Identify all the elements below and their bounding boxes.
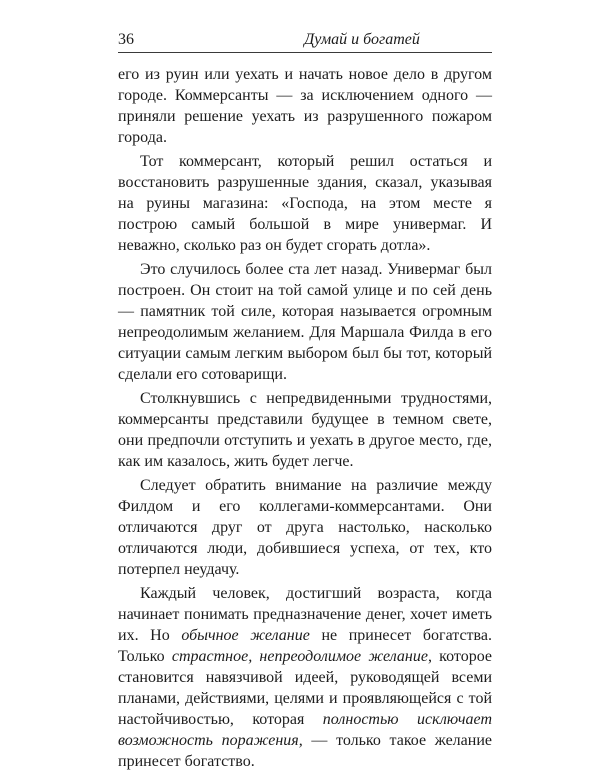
text-run: Столкнувшись с непредвиденными трудностями, коммерсанты представили будущее в темном свете, они предпочли отступить и уехать в другое место, где, как им казалось, жить будет легче. <box>118 390 492 470</box>
text-run: его из руин или уехать и начать новое дело в другом городе. Коммерсанты — за исключением одного — приняли решение уехать из разрушенного пожаром города. <box>118 66 492 146</box>
text-run: Это случилось более ста лет назад. Универмаг был построен. Он стоит на той самой улице и по сей день — памятник той силе, которая называется огромным непреодолимым желанием. Для Маршала Филда в его ситуации самым легким выбором был бы тот, который сделали его сотоварищи. <box>118 261 492 383</box>
paragraph <box>118 475 492 580</box>
running-title: Думай и богатей <box>304 31 420 48</box>
text-run: Следует обратить внимание на различие между Филдом и его коллегами-коммерсантами. Они отличаются друг от друга настолько, насколько отличаются люди, добившиеся успеха, от тех, кто потерпел неудачу. <box>118 477 492 578</box>
text-run: Каждый человек, достигший возраста, когда начинает понимать предназначение денег, хочет иметь их. Но <box>118 585 492 644</box>
text-run: не принесет богатства. Только <box>118 627 492 665</box>
header-rule <box>118 52 492 53</box>
text-run: — только такое желание принесет богатство. <box>118 732 492 770</box>
paragraph <box>118 583 492 772</box>
text-run: , которое становится навязчивой идеей, руководящей всеми планами, действиями, целями и проявляющейся с той настойчивостью, которая <box>118 648 493 728</box>
paragraph <box>118 259 492 385</box>
page-number: 36 <box>118 31 134 48</box>
italic-emphasis: обычное желание <box>181 627 310 644</box>
paragraph <box>118 151 492 256</box>
body-text <box>118 64 492 772</box>
italic-emphasis: страстное, непреодолимое желание <box>171 648 428 665</box>
paragraph <box>118 64 492 148</box>
italic-emphasis: полностью исключает возможность поражения, <box>118 711 493 749</box>
paragraph <box>118 388 492 472</box>
text-run: Тот коммерсант, который решил остаться и восстановить разрушенные здания, сказал, указывая на руины магазина: «Господа, на этом месте я построю самый большой в мире универмаг. И неважно, сколько раз он будет сгорать дотла». <box>118 153 492 254</box>
running-head <box>118 30 492 52</box>
